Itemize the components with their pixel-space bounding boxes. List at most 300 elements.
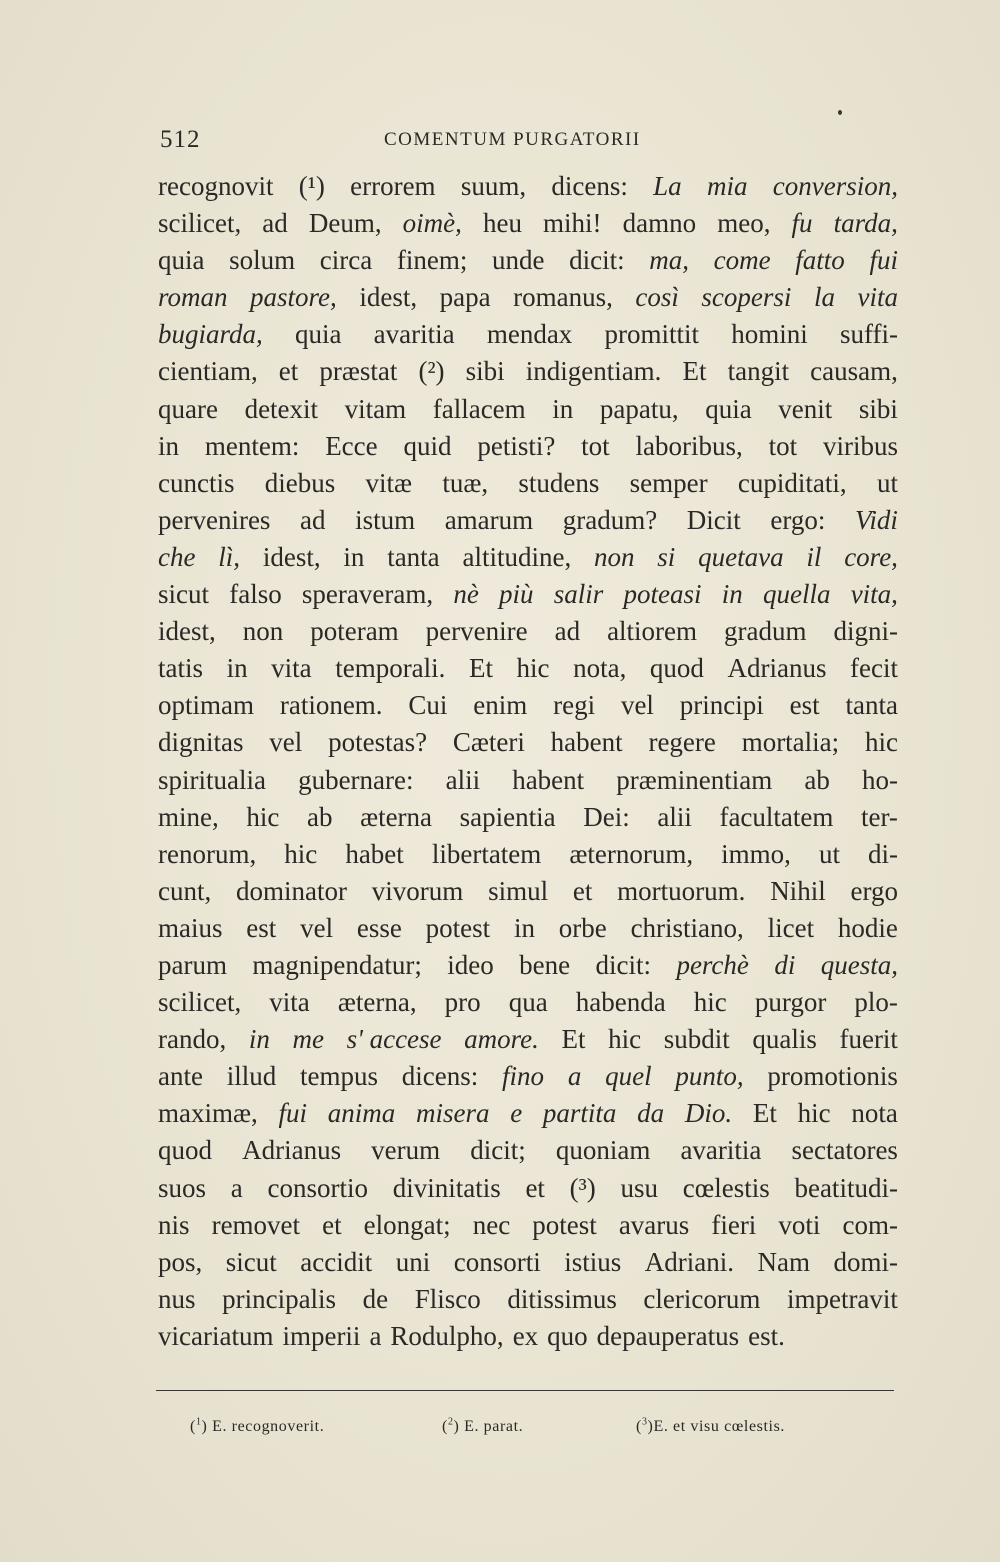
word: Rodulpho, [390,1320,504,1351]
word: quoniam [555,1135,651,1166]
word: idest, [262,541,321,572]
word: orbe [558,912,607,943]
word: Vidi [854,504,898,535]
word: e [510,1098,523,1129]
word: uni [395,1246,431,1277]
word: scopersi [701,282,792,313]
word: vita [269,987,310,1018]
text-line [158,873,898,910]
word: Adrianus [242,1135,342,1166]
word: optimam [158,690,254,721]
word: in [343,541,365,572]
word: temporali. [335,653,446,684]
footnote-mark: 3 [641,1416,648,1428]
word: tempus [300,1061,379,1092]
word: est [246,912,277,943]
word: elongat; [363,1209,451,1240]
word: tatis [158,653,203,684]
footnotes [190,1418,850,1448]
word: digni- [833,616,898,647]
word: parum [158,949,227,980]
word: enim [473,690,528,721]
word: Adriani. [644,1246,735,1277]
word: (¹) [298,171,325,201]
word: unde [492,245,545,276]
word: Deum, [308,208,382,239]
word: più [499,579,534,610]
word: questa, [820,949,898,980]
word: sicut [158,579,209,610]
word: habent [550,727,623,758]
word: falso [229,579,282,610]
text-line [158,687,898,724]
word: potest [532,1209,597,1240]
text-line [158,910,898,947]
word: Ecce [325,430,378,461]
word: de [362,1283,389,1314]
word: diebus [264,467,336,498]
word: che [158,541,196,572]
word: mendax [486,319,573,350]
word: ut [818,838,840,869]
word: æternorum, [569,838,694,869]
word: habent [512,764,585,795]
word: clericorum [643,1283,761,1314]
word: fui [278,1098,307,1129]
word: æterna [360,801,433,832]
word: nec [472,1209,511,1240]
text-line [158,1170,898,1207]
word: Adrianus [727,653,827,684]
word: nus [158,1283,196,1314]
word: indigentiam. [525,356,662,387]
text-line [158,465,898,502]
text-line [158,1058,898,1095]
word: cientiam, [158,356,258,387]
word: hic [693,987,727,1018]
word: com- [842,1209,898,1240]
word: poteasi [623,579,702,610]
word: quod [158,1135,212,1166]
word: a [567,1061,582,1092]
word: non [242,616,284,647]
word: papatu, [599,393,679,424]
footnote-2: ($^2$) E. parat. [442,1416,524,1435]
page-number: 512 [160,126,201,153]
word: ut [876,467,898,498]
word: imperii [282,1320,361,1351]
text-line [158,1095,898,1132]
word: et [525,1172,545,1203]
body-text [158,168,898,1355]
text-line [158,650,898,687]
word: mia [706,171,748,201]
word: quo [547,1320,588,1351]
word: avaritia [373,319,455,350]
word: Et [752,1098,777,1129]
word: da [637,1098,665,1129]
word: depauperatus [596,1320,740,1351]
word: Et [682,356,707,387]
word: così [635,282,679,313]
word: dicit: [595,949,652,980]
word: ditissimus [507,1283,617,1314]
word: suffi- [839,319,898,350]
word: bugiarda, [158,319,263,350]
text-line [158,1281,898,1318]
word: sibi [465,356,505,387]
word: ma, [649,245,690,276]
word: est [789,690,820,721]
word: partita [542,1098,617,1129]
word: tangit [727,356,790,387]
word: nota [851,1098,898,1129]
word: gradum? [562,504,658,535]
word: hic [797,1098,831,1129]
word: Dei: [583,801,630,832]
word: meo, [717,208,771,239]
word: immo, [721,838,791,869]
word: Cui [408,690,448,721]
word: circa [319,245,373,276]
word: alii [445,764,481,795]
word: rationem. [279,690,383,721]
word: La [653,171,682,201]
word: vivorum [371,875,464,906]
word: fecit [850,653,898,684]
word: quel [605,1061,652,1092]
word: removet [211,1209,301,1240]
word: ideo [447,949,494,980]
word: fieri [711,1209,757,1240]
text-line [158,391,898,428]
word: errorem [350,171,436,201]
word: ab [306,801,333,832]
word: il [806,541,822,572]
word: in [721,579,743,610]
footnote-mark: 1 [195,1416,202,1428]
word: tanta [845,690,898,721]
word: ter- [861,801,898,832]
word: altitudine, [462,541,572,572]
text-line [158,502,898,539]
word: papa [439,282,491,313]
word: vita [271,653,312,684]
word: fui [869,245,898,276]
text-line [158,1318,898,1355]
word: facultatem [719,801,834,832]
text-line [158,316,898,353]
word: christiano, [630,912,744,943]
word: præminentiam [616,764,773,795]
footnote-mark: 2 [447,1416,454,1428]
word: avarus [618,1209,690,1240]
word: spiritualia [158,764,266,795]
text-line [158,1132,898,1169]
word: (²) [418,356,445,387]
word: idest, [359,282,418,313]
word: Flisco [414,1283,481,1314]
word: et [572,875,593,906]
word: salir [553,579,604,610]
word: amore. [464,1024,539,1055]
word: me [292,1024,324,1055]
word: romanus, [513,282,613,313]
word: illud [226,1061,277,1092]
word: licet [767,912,815,943]
word: pro [444,987,481,1018]
word: fuerit [839,1024,898,1055]
word: habenda [575,987,666,1018]
word: pervenire [425,616,528,647]
word: dicens: [401,1061,479,1092]
word: regere [648,727,716,758]
word: domi- [833,1246,898,1277]
word: solum [229,245,296,276]
word: idest, [158,616,216,647]
word: quia [294,319,342,350]
word: hic [864,727,898,758]
word: Nihil [770,875,826,906]
word: tanta [387,541,440,572]
word: misera [415,1098,490,1129]
text-line [158,205,898,242]
word: quod [649,653,704,684]
word: in [513,912,535,943]
word: istius [564,1246,622,1277]
text-line [158,539,898,576]
word: consorti [453,1246,541,1277]
word: quid [403,430,452,461]
word: vita [857,282,898,313]
word: nè [453,579,479,610]
word: nis [158,1209,190,1240]
word: pos, [158,1246,203,1277]
word: dicit; [470,1135,526,1166]
word: di [774,949,796,980]
word: quia [705,393,752,424]
word: fatto [795,245,845,276]
word: mortalia; [741,727,840,758]
text-line [158,353,898,390]
word: Nam [757,1246,810,1277]
word: consortio [267,1172,368,1203]
word: tuæ, [442,467,489,498]
word: habet [345,838,404,869]
word: studens [518,467,600,498]
word: ad [300,504,326,535]
word: s' accese [346,1024,442,1055]
footnote-3: ($^3$)E. et visu cœlestis. [636,1416,786,1435]
word: Et [561,1024,586,1055]
word: altiorem [607,616,698,647]
footnote-rule [156,1390,894,1391]
word: laboribus, [635,430,743,461]
word: sapientia [459,801,556,832]
word: præstat [319,356,398,387]
word: in [552,393,574,424]
word: promittit [604,319,700,350]
word: petisti? [477,430,556,461]
word: usu [620,1172,658,1203]
text-line [158,947,898,984]
word: come [713,245,771,276]
word: sibi [858,393,898,424]
text-line [158,799,898,836]
word: libertatem [431,838,542,869]
word: et [278,356,299,387]
word: in [226,653,248,684]
word: impetravit [786,1283,898,1314]
word: Dicit [686,504,741,535]
word: istum [355,504,416,535]
text-line [158,1207,898,1244]
word: bene [519,949,571,980]
word: vitam [344,393,407,424]
word: perchè [676,949,749,980]
word: vel [620,690,654,721]
word: dicit: [569,245,625,276]
footnote-text: E. et visu cœlestis. [653,1418,786,1435]
word: gubernare: [298,764,414,795]
word: ad [554,616,581,647]
word: a [230,1172,243,1203]
word: accidit [300,1246,373,1277]
word: qualis [752,1024,817,1055]
word: tarda, [833,208,898,239]
word: a [369,1320,382,1351]
word: (³) [569,1172,596,1203]
word: quetava [698,541,784,572]
ink-speck [838,110,842,115]
word: tot [581,430,610,461]
footnote-text: E. recognoverit. [212,1418,325,1435]
word: la [813,282,835,313]
word: principi [679,690,764,721]
word: cunctis [158,467,235,498]
word: cupiditati, [737,467,847,498]
word: damno [622,208,697,239]
text-line [158,428,898,465]
word: sicut [225,1246,277,1277]
word: hic [246,801,280,832]
word: poteram [310,616,399,647]
word: amarum [444,504,534,535]
word: mihi! [543,208,602,239]
word: tot [768,430,798,461]
word: ab [804,764,830,795]
word: cœlestis [682,1172,770,1203]
word: regi [553,690,596,721]
word: quare [158,393,218,424]
word: beatitudi- [794,1172,898,1203]
word: recognovit [158,171,274,201]
word: subdit [663,1024,730,1055]
word: ex [512,1320,539,1351]
word: esse [356,912,402,943]
word: Dio. [684,1098,733,1129]
word: vita, [850,579,898,610]
word: ante [158,1061,203,1092]
word: potest [425,912,491,943]
word: hodie [837,912,898,943]
word: æterna, [337,987,417,1018]
word: quella [762,579,831,610]
word: Cæteri [452,727,525,758]
word: alii [657,801,692,832]
word: conversion, [772,171,898,201]
word: est. [748,1320,785,1351]
word: vicariatum [158,1320,274,1351]
word: fu [791,208,813,239]
word: simul [488,875,549,906]
word: roman [158,282,228,313]
word: core, [844,541,898,572]
word: semper [629,467,708,498]
word: dominator [236,875,348,906]
word: promotionis [767,1061,898,1092]
word: detexit [244,393,319,424]
word: pastore, [250,282,337,313]
word: sectatores [791,1135,898,1166]
text-line [158,168,898,205]
word: magnipendatur; [252,949,422,980]
word: mortuorum. [617,875,746,906]
word: pervenires [158,504,271,535]
word: avaritia [680,1135,762,1166]
word: punto, [675,1061,744,1092]
word: quia [158,245,205,276]
word: nota, [573,653,627,684]
word: in [248,1024,270,1055]
word: ergo: [770,504,826,535]
word: vel [269,727,303,758]
word: rando, [158,1024,227,1055]
word: suum, [460,171,527,201]
word: scilicet, [158,987,242,1018]
running-head [160,126,900,160]
word: ergo [850,875,898,906]
word: purgor [754,987,827,1018]
word: hic [284,838,318,869]
word: in [158,430,180,461]
text-line [158,1244,898,1281]
footnote-text: E. parat. [464,1418,524,1435]
word: causam, [810,356,898,387]
word: fallacem [432,393,526,424]
text-line [158,836,898,873]
text-line [158,762,898,799]
text-line [158,242,898,279]
word: gradum [724,616,807,647]
text-line [158,724,898,761]
word: finem; [396,245,468,276]
word: scilicet, [158,208,242,239]
word: venit [778,393,833,424]
word: et [322,1209,342,1240]
word: dicens: [551,171,628,201]
running-title: COMENTUM PURGATORII [384,129,641,150]
word: Et [468,653,493,684]
word: lì, [218,541,241,572]
word: dignitas [158,727,244,758]
word: maximæ, [158,1098,258,1129]
word: principalis [222,1283,337,1314]
word: anima [327,1098,396,1129]
text-line [158,576,898,613]
word: cunt, [158,875,212,906]
word: suos [158,1172,207,1203]
